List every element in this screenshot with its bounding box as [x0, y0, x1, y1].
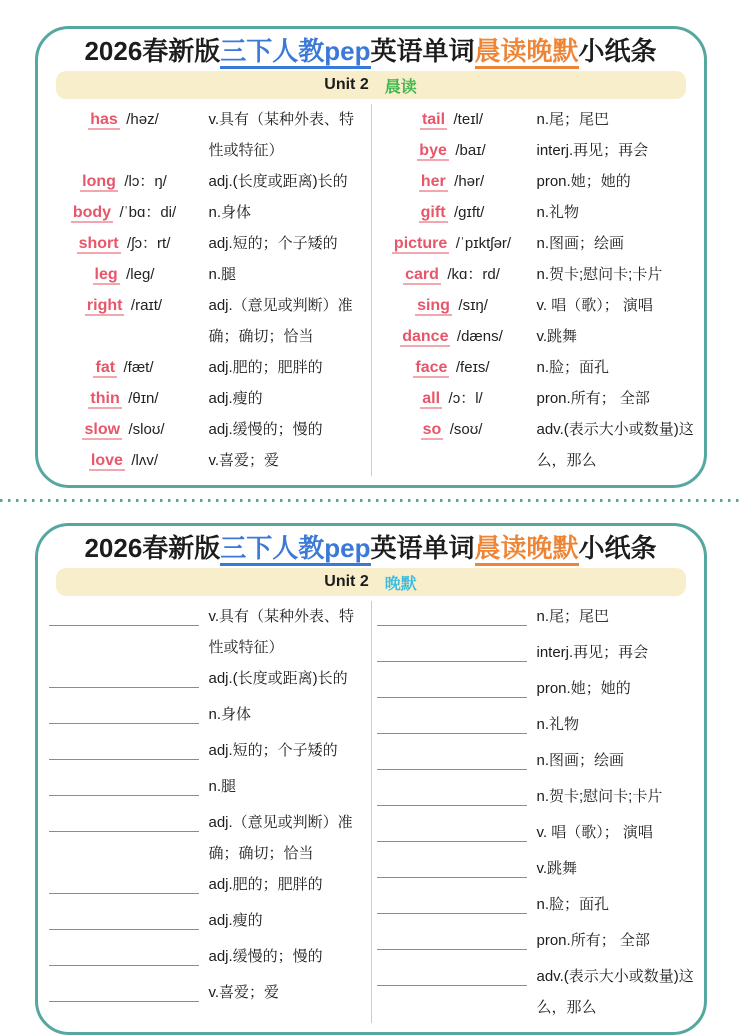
definition: adj.瘦的	[208, 390, 263, 407]
panel-title	[38, 531, 704, 565]
title-part-textbook: 三下人教pep	[220, 533, 370, 566]
definition: pron.所有； 全部	[536, 932, 650, 949]
phonetic: /sɪŋ/	[458, 297, 488, 314]
answer-blank[interactable]	[377, 889, 527, 914]
english-word: long	[82, 173, 116, 190]
vocab-row	[372, 352, 698, 383]
word-cell	[372, 290, 532, 321]
english-word: so	[422, 421, 442, 438]
word-cell	[372, 925, 532, 961]
english-word: card	[405, 266, 439, 283]
evening-panel	[35, 523, 707, 1035]
vocab-row	[372, 637, 698, 673]
word-cell	[372, 352, 532, 383]
mode-label-evening: 晚默	[384, 575, 417, 593]
vocab-row	[372, 414, 698, 476]
word-cell	[372, 781, 532, 817]
phonetic: /feɪs/	[455, 359, 490, 376]
definition: n.贺卡;慰问卡;卡片	[536, 788, 663, 805]
word-cell	[44, 905, 204, 941]
vocab-row	[372, 259, 698, 290]
title-part-black1: 2026春新版	[84, 533, 221, 563]
definition: interj.再见；再会	[536, 644, 649, 661]
word-cell	[372, 228, 532, 259]
word-cell	[372, 601, 532, 637]
title-part-black3: 小纸条	[578, 36, 657, 66]
vocab-row	[372, 925, 698, 961]
vocab-column-left	[44, 104, 371, 476]
vocab-row	[372, 601, 698, 637]
word-cell	[44, 735, 204, 771]
definition: v.喜爱；爱	[208, 984, 280, 1001]
phonetic: /lʌv/	[131, 452, 159, 469]
vocab-row	[44, 104, 371, 166]
word-cell	[372, 321, 532, 352]
vocab-row	[44, 352, 371, 383]
english-word: sing	[417, 297, 450, 314]
english-word: dance	[402, 328, 449, 345]
dotted-cut-line	[0, 499, 741, 502]
word-cell	[372, 414, 532, 445]
vocab-row	[44, 905, 371, 941]
word-cell	[44, 259, 204, 290]
word-cell	[44, 807, 204, 843]
definition: n.身体	[208, 706, 252, 723]
answer-blank[interactable]	[49, 977, 199, 1002]
word-cell	[372, 637, 532, 673]
vocab-row	[372, 889, 698, 925]
word-cell	[372, 383, 532, 414]
vocab-row	[372, 166, 698, 197]
definition: adj.肥的；肥胖的	[208, 359, 323, 376]
answer-blank[interactable]	[49, 699, 199, 724]
vocab-row	[372, 745, 698, 781]
english-word: picture	[393, 235, 448, 252]
english-word: love	[90, 452, 123, 469]
english-word: her	[420, 173, 446, 190]
phonetic: /ʃɔ：rt/	[127, 235, 171, 252]
word-cell	[372, 817, 532, 853]
answer-blank[interactable]	[49, 663, 199, 688]
english-word: slow	[84, 421, 121, 438]
title-part-black2: 英语单词	[370, 533, 475, 563]
vocab-row	[44, 771, 371, 807]
answer-blank[interactable]	[377, 853, 527, 878]
definition: n.贺卡;慰问卡;卡片	[536, 266, 663, 283]
word-cell	[44, 941, 204, 977]
title-part-black1: 2026春新版	[84, 36, 221, 66]
word-cell	[372, 673, 532, 709]
definition: adv.(表示大小或数量)这么，那么	[536, 968, 694, 1016]
phonetic: /həz/	[126, 111, 159, 128]
definition: adj.（意见或判断）准确；确切；恰当	[208, 814, 353, 862]
word-cell	[372, 166, 532, 197]
vocab-row	[44, 166, 371, 197]
phonetic: /soʊ/	[449, 421, 483, 438]
unit-label: Unit 2	[324, 76, 369, 93]
vocab-table	[38, 596, 704, 1023]
definition: v. 唱（歌）； 演唱	[536, 824, 653, 841]
vocab-row	[372, 853, 698, 889]
answer-blank[interactable]	[49, 941, 199, 966]
phonetic: /baɪ/	[455, 142, 486, 159]
vocab-row	[44, 290, 371, 352]
word-cell	[44, 869, 204, 905]
definition: n.脸；面孔	[536, 896, 610, 913]
english-word: right	[86, 297, 123, 314]
title-part-black3: 小纸条	[578, 533, 657, 563]
definition: adj.（意见或判断）准确；确切；恰当	[208, 297, 353, 345]
answer-blank[interactable]	[377, 745, 527, 770]
word-cell	[44, 352, 204, 383]
english-word: all	[422, 390, 441, 407]
answer-blank[interactable]	[49, 601, 199, 626]
definition: n.尾；尾巴	[536, 111, 610, 128]
phonetic: /fæt/	[123, 359, 154, 376]
english-word: fat	[95, 359, 116, 376]
word-cell	[44, 445, 204, 476]
vocab-row	[372, 781, 698, 817]
definition: pron.她；她的	[536, 680, 631, 697]
word-cell	[44, 197, 204, 228]
vocab-row	[44, 197, 371, 228]
vocab-table	[38, 99, 704, 476]
phonetic: /teɪl/	[453, 111, 484, 128]
phonetic: /ɔ：l/	[448, 390, 483, 407]
title-part-black2: 英语单词	[370, 36, 475, 66]
vocab-row	[44, 977, 371, 1013]
word-cell	[372, 709, 532, 745]
definition: n.腿	[208, 778, 237, 795]
english-word: bye	[419, 142, 447, 159]
vocab-row	[372, 197, 698, 228]
vocab-row	[372, 321, 698, 352]
word-cell	[44, 166, 204, 197]
definition: v.喜爱；爱	[208, 452, 280, 469]
unit-header	[56, 71, 686, 99]
phonetic: /dæns/	[456, 328, 503, 345]
vocab-row	[372, 104, 698, 135]
word-cell	[372, 259, 532, 290]
vocab-row	[44, 414, 371, 445]
phonetic: /gɪft/	[453, 204, 485, 221]
answer-blank[interactable]	[377, 781, 527, 806]
definition: n.腿	[208, 266, 237, 283]
vocab-row	[372, 228, 698, 259]
answer-blank[interactable]	[377, 925, 527, 950]
definition: pron.她；她的	[536, 173, 631, 190]
definition: n.脸；面孔	[536, 359, 610, 376]
answer-blank[interactable]	[377, 817, 527, 842]
english-word: body	[72, 204, 112, 221]
vocab-row	[44, 699, 371, 735]
word-cell	[372, 889, 532, 925]
word-cell	[44, 104, 204, 135]
word-cell	[372, 961, 532, 997]
word-cell	[372, 104, 532, 135]
definition: n.图画；绘画	[536, 752, 625, 769]
definition: adj.缓慢的；慢的	[208, 948, 323, 965]
word-cell	[44, 228, 204, 259]
phonetic: /sloʊ/	[128, 421, 165, 438]
vocab-row	[372, 673, 698, 709]
definition: v.跳舞	[536, 328, 578, 345]
answer-blank[interactable]	[49, 771, 199, 796]
vocab-row	[372, 135, 698, 166]
answer-blank[interactable]	[377, 673, 527, 698]
vocab-row	[44, 735, 371, 771]
vocab-row	[44, 445, 371, 476]
vocab-row	[44, 228, 371, 259]
definition: adj.缓慢的；慢的	[208, 421, 323, 438]
word-cell	[44, 699, 204, 735]
phonetic: /θɪn/	[128, 390, 159, 407]
word-cell	[372, 197, 532, 228]
english-word: face	[415, 359, 448, 376]
vocab-row	[372, 290, 698, 321]
vocab-row	[44, 259, 371, 290]
vocab-column-right	[371, 601, 698, 1023]
vocab-row	[44, 383, 371, 414]
definition: adj.(长度或距离)长的	[208, 173, 348, 190]
mode-label-morning: 晨读	[384, 78, 417, 96]
vocab-row	[372, 817, 698, 853]
vocab-row	[44, 601, 371, 663]
vocab-row	[372, 709, 698, 745]
definition: adj.短的；个子矮的	[208, 742, 338, 759]
vocab-row	[44, 869, 371, 905]
definition: v.具有（某种外表、特性或特征）	[208, 111, 355, 159]
definition: adv.(表示大小或数量)这么，那么	[536, 421, 694, 469]
definition: adj.肥的；肥胖的	[208, 876, 323, 893]
unit-label: Unit 2	[324, 573, 369, 590]
word-cell	[44, 771, 204, 807]
title-part-mode: 晨读晚默	[475, 36, 579, 69]
vocab-row	[372, 961, 698, 1023]
phonetic: /kɑ：rd/	[447, 266, 500, 283]
answer-blank[interactable]	[377, 637, 527, 662]
title-part-textbook: 三下人教pep	[220, 36, 370, 69]
unit-header	[56, 568, 686, 596]
definition: v.具有（某种外表、特性或特征）	[208, 608, 355, 656]
phonetic: /leg/	[126, 266, 155, 283]
vocab-column-left	[44, 601, 371, 1023]
word-cell	[372, 135, 532, 166]
definition: n.身体	[208, 204, 252, 221]
answer-blank[interactable]	[49, 735, 199, 760]
phonetic: /ˈbɑ：di/	[119, 204, 177, 221]
answer-blank[interactable]	[49, 807, 199, 832]
word-cell	[44, 977, 204, 1013]
definition: interj.再见；再会	[536, 142, 649, 159]
english-word: has	[90, 111, 118, 128]
definition: n.礼物	[536, 204, 580, 221]
phonetic: /ˈpɪktʃər/	[455, 235, 512, 252]
answer-blank[interactable]	[49, 905, 199, 930]
vocab-column-right	[371, 104, 698, 476]
word-cell	[372, 745, 532, 781]
english-word: short	[78, 235, 119, 252]
definition: pron.所有； 全部	[536, 390, 650, 407]
word-cell	[44, 383, 204, 414]
definition: v.跳舞	[536, 860, 578, 877]
word-cell	[44, 601, 204, 637]
english-word: gift	[420, 204, 446, 221]
phonetic: /hər/	[454, 173, 485, 190]
word-cell	[44, 663, 204, 699]
word-cell	[44, 414, 204, 445]
definition: adj.瘦的	[208, 912, 263, 929]
vocab-row	[372, 383, 698, 414]
english-word: thin	[90, 390, 120, 407]
vocab-row	[44, 807, 371, 869]
phonetic: /raɪt/	[130, 297, 163, 314]
phonetic: /lɔ：ŋ/	[124, 173, 167, 190]
english-word: tail	[421, 111, 446, 128]
answer-blank[interactable]	[377, 601, 527, 626]
definition: adj.(长度或距离)长的	[208, 670, 348, 687]
title-part-mode: 晨读晚默	[475, 533, 579, 566]
definition: n.尾；尾巴	[536, 608, 610, 625]
answer-blank[interactable]	[377, 709, 527, 734]
english-word: leg	[94, 266, 118, 283]
vocab-row	[44, 663, 371, 699]
definition: v. 唱（歌）； 演唱	[536, 297, 653, 314]
word-cell	[372, 853, 532, 889]
definition: adj.短的；个子矮的	[208, 235, 338, 252]
answer-blank[interactable]	[49, 869, 199, 894]
definition: n.图画；绘画	[536, 235, 625, 252]
definition: n.礼物	[536, 716, 580, 733]
word-cell	[44, 290, 204, 321]
morning-panel	[35, 26, 707, 488]
panel-title	[38, 34, 704, 68]
vocab-row	[44, 941, 371, 977]
answer-blank[interactable]	[377, 961, 527, 986]
